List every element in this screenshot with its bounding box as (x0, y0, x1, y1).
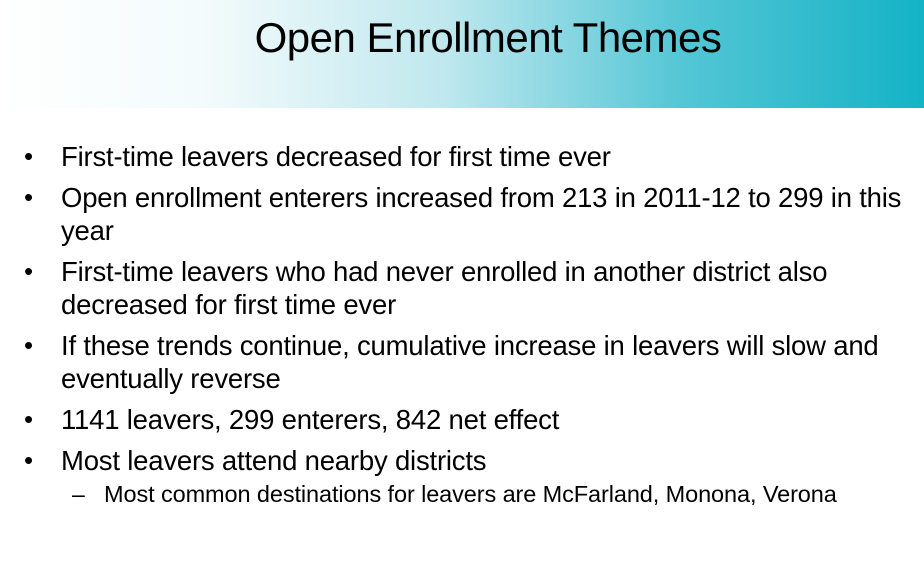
bullet-marker: • (24, 182, 33, 212)
sub-bullet-marker: – (72, 481, 85, 507)
bullet-marker: • (24, 141, 33, 171)
bullet-item (0, 329, 924, 395)
sub-bullet-list (61, 479, 918, 509)
bullet-marker: • (24, 256, 33, 286)
bullet-item (0, 444, 924, 509)
sub-bullet-text: Most common destinations for leavers are McFarland, Monona, Verona (104, 481, 837, 507)
bullet-text: If these trends continue, cumulative increase in leavers will slow and eventually reverse (61, 330, 879, 394)
slide-title: Open Enrollment Themes (254, 14, 722, 61)
bullet-marker: • (24, 445, 33, 475)
bullet-text: First-time leavers decreased for first time ever (61, 141, 611, 172)
bullet-item (0, 403, 924, 436)
title-banner (0, 0, 924, 108)
bullet-text: Open enrollment enterers increased from 213 in 2011-12 to 299 in this year (61, 182, 902, 246)
bullet-item (0, 181, 924, 247)
sub-bullet-item (61, 479, 918, 509)
bullet-text: First-time leavers who had never enrolled in another district also decreased for first time ever (61, 256, 828, 320)
bullet-marker: • (24, 330, 33, 360)
bullet-item (0, 255, 924, 321)
bullet-list (0, 140, 924, 517)
bullet-text: 1141 leavers, 299 enterers, 842 net effect (61, 404, 560, 435)
bullet-item (0, 140, 924, 173)
bullet-text: Most leavers attend nearby districts (61, 445, 487, 476)
bullet-marker: • (24, 404, 33, 434)
